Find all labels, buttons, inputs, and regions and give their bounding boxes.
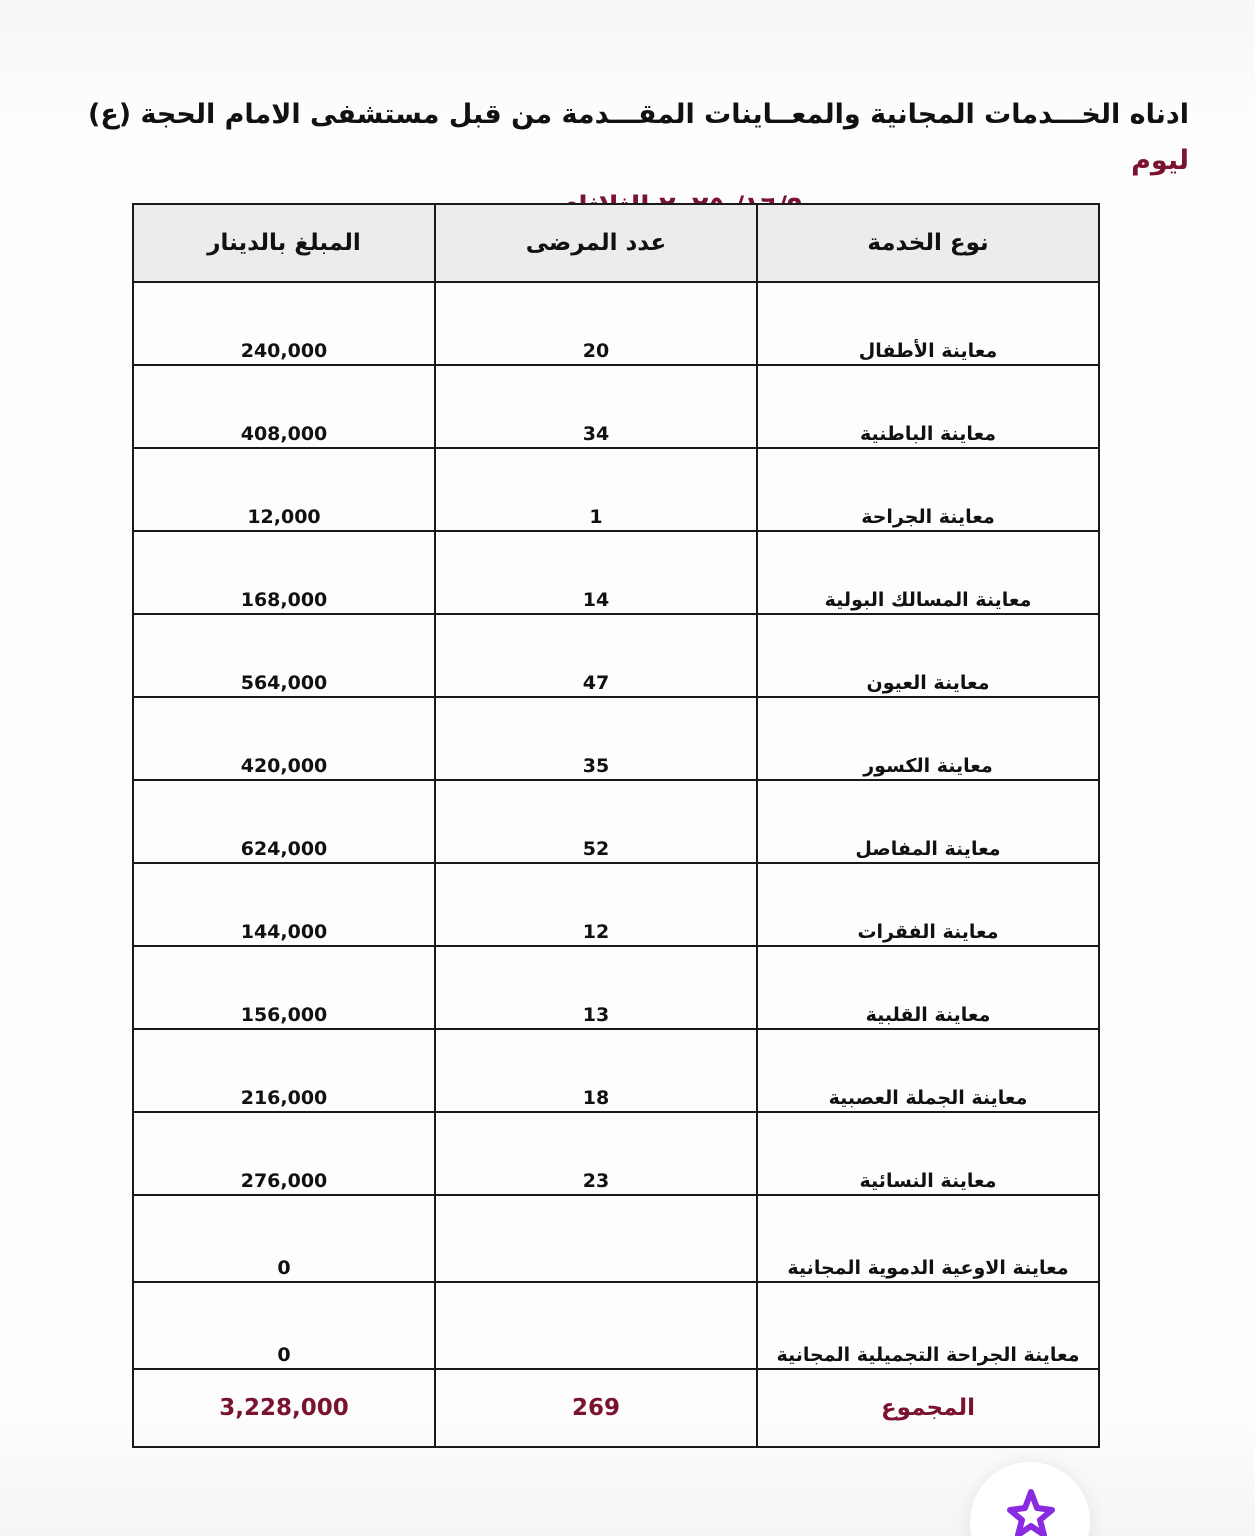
cell-amount: 564,000 (133, 614, 435, 697)
table-row (133, 448, 1099, 531)
cell-service: معاينة الجراحة التجميلية المجانية (757, 1282, 1099, 1369)
total-label: المجموع (757, 1369, 1099, 1447)
table-row (133, 780, 1099, 863)
table-row (133, 1282, 1099, 1369)
corner-logo (970, 1462, 1090, 1536)
cell-service: معاينة الجراحة (757, 448, 1099, 531)
star-logo-icon (1006, 1488, 1056, 1536)
table-header-row (133, 204, 1099, 282)
cell-amount: 156,000 (133, 946, 435, 1029)
header-service: نوع الخدمة (757, 204, 1099, 282)
cell-count: 18 (435, 1029, 757, 1112)
total-count: 269 (435, 1369, 757, 1447)
cell-count: 34 (435, 365, 757, 448)
table-row (133, 1112, 1099, 1195)
cell-count: 12 (435, 863, 757, 946)
header-amount: المبلغ بالدينار (133, 204, 435, 282)
cell-amount: 168,000 (133, 531, 435, 614)
cell-amount: 0 (133, 1195, 435, 1282)
cell-service: معاينة المفاصل (757, 780, 1099, 863)
cell-amount: 276,000 (133, 1112, 435, 1195)
cell-service: معاينة المسالك البولية (757, 531, 1099, 614)
table-row (133, 614, 1099, 697)
header-count: عدد المرضى (435, 204, 757, 282)
cell-service: معاينة الاوعية الدموية المجانية (757, 1195, 1099, 1282)
cell-amount: 408,000 (133, 365, 435, 448)
cell-service: معاينة العيون (757, 614, 1099, 697)
table-total-row (133, 1369, 1099, 1447)
table-row (133, 282, 1099, 365)
cell-count (435, 1282, 757, 1369)
cell-service: معاينة النسائية (757, 1112, 1099, 1195)
table-row (133, 863, 1099, 946)
cell-service: معاينة الجملة العصبية (757, 1029, 1099, 1112)
cell-count: 14 (435, 531, 757, 614)
cell-service: معاينة الأطفال (757, 282, 1099, 365)
cell-service: معاينة الكسور (757, 697, 1099, 780)
cell-amount: 216,000 (133, 1029, 435, 1112)
cell-count: 52 (435, 780, 757, 863)
cell-service: معاينة الفقرات (757, 863, 1099, 946)
cell-amount: 420,000 (133, 697, 435, 780)
table-row (133, 1029, 1099, 1112)
total-amount: 3,228,000 (133, 1369, 435, 1447)
cell-count: 35 (435, 697, 757, 780)
table-row (133, 531, 1099, 614)
cell-amount: 144,000 (133, 863, 435, 946)
cell-service: معاينة الباطنية (757, 365, 1099, 448)
cell-count: 47 (435, 614, 757, 697)
cell-amount: 0 (133, 1282, 435, 1369)
table-row (133, 946, 1099, 1029)
cell-count: 20 (435, 282, 757, 365)
cell-amount: 624,000 (133, 780, 435, 863)
cell-count: 1 (435, 448, 757, 531)
title-accent: ليوم (1131, 145, 1189, 176)
title-text: ادناه الخـــدمات المجانية والمعــاينات المقـــدمة من قبل مستشفى الامام الحجة (ع) (88, 99, 1189, 130)
cell-count (435, 1195, 757, 1282)
cell-service: معاينة القلبية (757, 946, 1099, 1029)
cell-amount: 240,000 (133, 282, 435, 365)
cell-amount: 12,000 (133, 448, 435, 531)
cell-count: 23 (435, 1112, 757, 1195)
table-row (133, 697, 1099, 780)
table-row (133, 1195, 1099, 1282)
services-table (132, 203, 1100, 1448)
cell-count: 13 (435, 946, 757, 1029)
table-row (133, 365, 1099, 448)
